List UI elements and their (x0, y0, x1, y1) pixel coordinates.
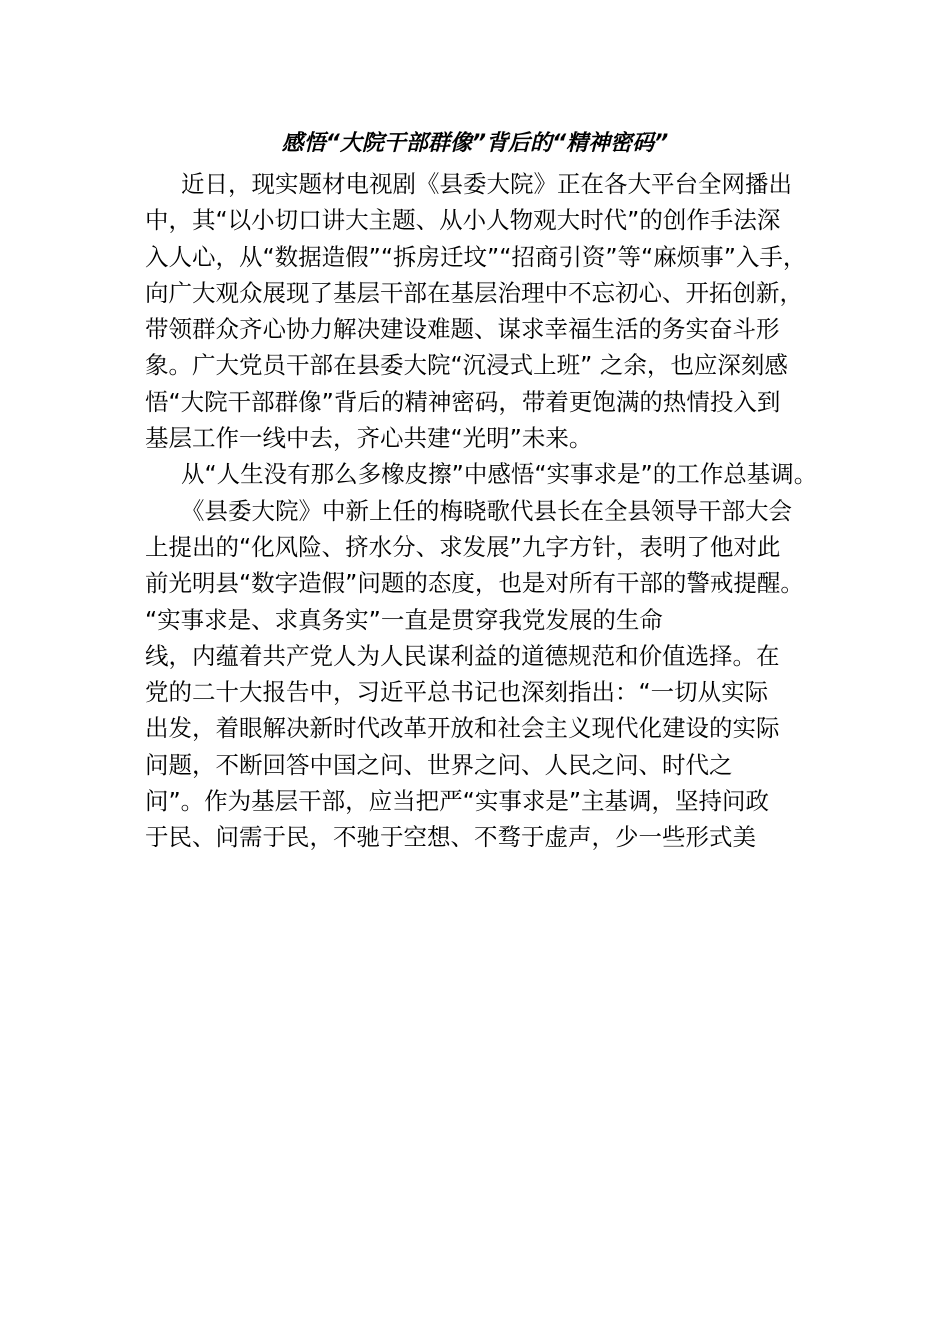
body-line-16: 出发，着眼解决新时代改革开放和社会主义现代化建设的实际 (145, 714, 780, 743)
body-line-7: 悟“大院干部群像”背后的精神密码，带着更饱满的热情投入到 (145, 387, 781, 416)
document-title: 感悟“大院干部群像”背后的“精神密码” (281, 131, 669, 156)
body-line-10: 《县委大院》中新上任的梅晓歌代县长在全县领导干部大会 (181, 496, 792, 525)
body-line-1: 近日，现实题材电视剧《县委大院》正在各大平台全网播出 (181, 170, 792, 198)
body-line-14: 线，内蕴着共产党人为人民谋利益的道德规范和价值选择。在 (145, 641, 780, 670)
body-line-11: 上提出的“化风险、挤水分、求发展”九字方针，表明了他对此 (145, 532, 781, 561)
body-line-19: 于民、问需于民，不驰于空想、不骛于虚声，少一些形式美 (145, 823, 756, 852)
body-line-2: 中，其“以小切口讲大主题、从小人物观大时代”的创作手法深 (145, 206, 781, 235)
body-line-3: 入人心，从“数据造假”“拆房迁坟”“招商引资”等“麻烦事”入手， (145, 242, 807, 271)
body-line-12: 前光明县“数字造假”问题的态度，也是对所有干部的警戒提醒。 (145, 569, 804, 598)
body-line-6: 象。广大党员干部在县委大院“沉浸式上班” 之余，也应深刻感 (145, 351, 788, 380)
body-line-8: 基层工作一线中去，齐心共建“光明”未来。 (145, 424, 593, 453)
section-heading-line: 从“人生没有那么多橡皮擦”中感悟“实事求是”的工作总基调。 (181, 460, 818, 489)
body-line-13: “实事求是、求真务实”一直是贯穿我党发展的生命 (145, 605, 663, 634)
body-line-5: 带领群众齐心协力解决建设难题、谋求幸福生活的务实奋斗形 (145, 315, 780, 344)
body-line-18: 问”。作为基层干部，应当把严“实事求是”主基调，坚持问政 (145, 787, 770, 816)
body-line-4: 向广大观众展现了基层干部在基层治理中不忘初心、开拓创新， (145, 278, 803, 307)
document-body (145, 166, 818, 856)
body-line-17: 问题，不断回答中国之问、世界之问、人民之问、时代之 (145, 750, 733, 779)
body-line-15: 党的二十大报告中，习近平总书记也深刻指出：“一切从实际 (145, 678, 769, 707)
